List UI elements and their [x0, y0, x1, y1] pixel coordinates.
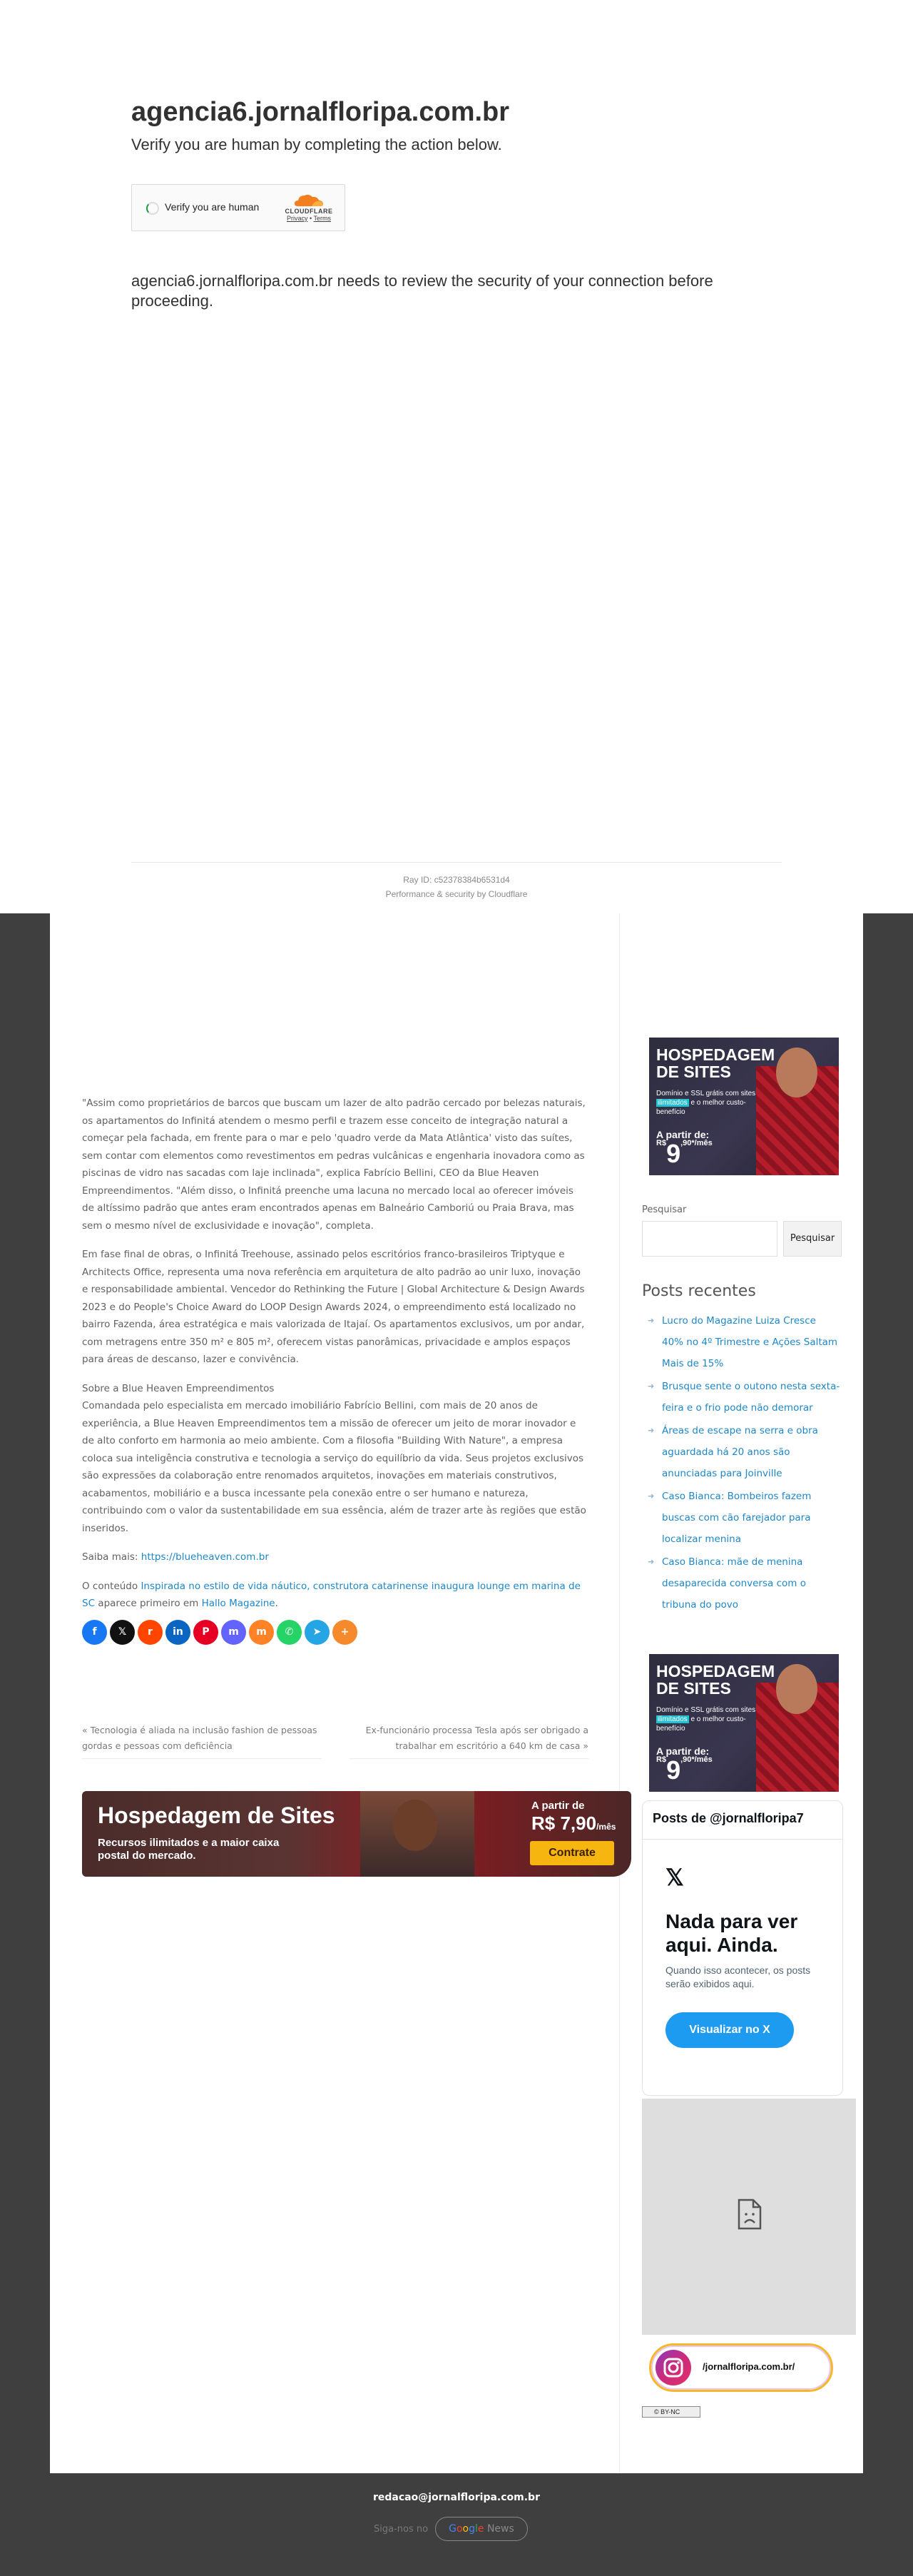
site-background	[0, 913, 913, 2576]
google-news-pill[interactable]	[435, 2517, 528, 2541]
ad-subtitle	[656, 1705, 756, 1733]
banner-price-value: R$ 7,90	[531, 1812, 597, 1834]
share-buttons	[82, 1620, 588, 1645]
more-link[interactable]: https://blueheaven.com.br	[141, 1551, 269, 1563]
ad-sub-text: e o melhor custo-benefício	[656, 1099, 746, 1116]
ad-sub-highlight: ilimitados	[658, 1099, 688, 1107]
post-navigation	[82, 1723, 588, 1768]
footer-divider	[131, 862, 782, 863]
more-label: Saiba mais:	[82, 1551, 141, 1563]
instagram-link[interactable]	[649, 2343, 833, 2392]
cloudflare-logo	[280, 192, 337, 222]
ad-sub-highlight: ilimitados	[658, 1715, 688, 1723]
ad-sub-text: e o melhor custo-benefício	[656, 1715, 746, 1733]
x-logo-icon: 𝕏	[665, 1865, 684, 1890]
recent-post-link[interactable]: Caso Bianca: mãe de menina desaparecida conversa com o tribuna do povo	[662, 1556, 806, 1611]
origin-mid: aparece primeiro em	[95, 1598, 202, 1609]
origin-end: .	[275, 1598, 278, 1609]
content-page	[50, 913, 863, 2473]
challenge-host-title: agencia6.jornalfloripa.com.br	[131, 97, 510, 127]
x-timeline-widget	[642, 1800, 843, 2096]
ad-title-line: DE SITES	[656, 1063, 731, 1081]
recent-posts-title: Posts recentes	[642, 1282, 756, 1300]
ad-person-image	[756, 1683, 839, 1792]
article-about	[82, 1380, 588, 1538]
ad-cents: ,90*	[680, 1139, 695, 1147]
view-on-x-button[interactable]: Visualizar no X	[665, 2012, 794, 2048]
ad-title-line: HOSPEDAGEM	[656, 1045, 775, 1064]
ad-per: /mês	[694, 1139, 713, 1147]
turnstile-label: Verify you are human	[165, 201, 260, 213]
ad-per: /mês	[694, 1755, 713, 1764]
pinterest-icon[interactable]: P	[193, 1620, 218, 1645]
ad-title-line: HOSPEDAGEM	[656, 1662, 775, 1680]
search-input[interactable]	[642, 1221, 777, 1257]
performance-note: Performance & security by Cloudflare	[385, 889, 528, 899]
ad-from: A partir de:	[656, 1745, 710, 1757]
follow-label: Siga-nos no	[374, 2523, 429, 2535]
recent-posts-list	[648, 1310, 840, 1617]
search-button[interactable]: Pesquisar	[783, 1221, 842, 1257]
challenge-subtitle: Verify you are human by completing the action below.	[131, 136, 502, 153]
hosting-banner-ad[interactable]	[82, 1791, 631, 1877]
article-paragraph: "Assim como proprietários de barcos que buscam um lazer de alto padrão cercado por belezas naturais, os apartamentos do Infinitá atendem o mesmo perfil e trazem esse conceito de integração natural a começar pela fachada, em frente para o mar e pelo 'quadro verde da Mata Atlântica' visto das suítes, sem contar com elementos como revestimentos em pedras vulcânicas e engenharia inovadora como as piscinas de vidro nas sacadas com laje inclinada", explica Fabrício Bellini, CEO da Blue Heaven Empreendimentos. "Além disso, o Infinitá preenche uma lacuna no mercado local ao oferecer imóveis de altíssimo padrão que antes eram encontrados apenas em Balneário Camboriú ou Praia Brava, mas sem o mesmo nível de exclusividade e inovação", completa.	[82, 1097, 586, 1232]
recent-post-item	[648, 1486, 840, 1550]
turnstile-widget[interactable]	[131, 184, 345, 231]
origin-site-link[interactable]: Hallo Magazine	[201, 1598, 275, 1609]
facebook-icon[interactable]: f	[82, 1620, 107, 1645]
recent-post-link[interactable]: Brusque sente o outono nesta sexta-feira e o frio pode não demorar	[662, 1381, 840, 1414]
links-separator: •	[310, 215, 312, 222]
x-icon[interactable]: 𝕏	[110, 1620, 135, 1645]
origin-prefix: O conteúdo	[82, 1580, 141, 1592]
recent-post-item	[648, 1420, 840, 1484]
banner-subtitle: Recursos ilimitados e a maior caixa postal do mercado.	[98, 1837, 280, 1862]
recent-post-link[interactable]: Áreas de escape na serra e obra aguardada há 20 anos são anunciadas para Joinville	[662, 1425, 818, 1479]
recent-post-item	[648, 1310, 840, 1374]
linkedin-icon[interactable]: in	[165, 1620, 190, 1645]
recent-post-item	[648, 1551, 840, 1616]
article-paragraph: Em fase final de obras, o Infinitá Treehouse, assinado pelos escritórios franco-brasileiros Triptyque e Architects Office, representa uma nova referência em arquitetura de alto padrão ao unir luxo, inovação e responsabilidade ambiental. Vencedor do Rethinking the Future | Global Architecture & Design Awards 2023 e do People's Choice Award do LOOP Design Awards 2024, o empreendimento está localizado no bairro Fazenda, área estratégica e mais valorizada de Itajaí. Os apartamentos exclusivos, um por andar, com metragens entre 350 m² e 805 m², oferecem vistas panorâmicas, privacidade e amplos espaços para áreas de descanso, lazer e convivência.	[82, 1249, 585, 1365]
ad-from: A partir de:	[656, 1129, 710, 1140]
embed-placeholder	[642, 2099, 856, 2335]
sidebar-divider	[619, 913, 620, 2473]
ad-person-image	[756, 1066, 839, 1175]
ad-price-value: 9	[666, 1755, 681, 1785]
more-icon[interactable]: +	[332, 1620, 357, 1645]
google-wordmark: Google	[449, 2523, 484, 2535]
ad-cents: ,90*	[680, 1755, 695, 1764]
ad-currency: R$	[656, 1139, 667, 1147]
more-info	[82, 1548, 588, 1566]
ad-price-value: 9	[666, 1139, 681, 1168]
ad-subtitle	[656, 1089, 756, 1117]
ad-currency: R$	[656, 1755, 667, 1764]
footer-email[interactable]: redacao@jornalfloripa.com.br	[372, 2492, 540, 2503]
article-body	[82, 1095, 588, 1645]
whatsapp-icon[interactable]: ✆	[277, 1620, 302, 1645]
origin-article-link[interactable]: Inspirada no estilo de vida náutico, construtora catarinense inaugura lounge em marina de SC	[82, 1580, 581, 1609]
ad-sub-text: Domínio e SSL grátis com sites	[656, 1090, 756, 1097]
challenge-review-text: agencia6.jornalfloripa.com.br needs to review the security of your connection before proceeding.	[131, 272, 713, 310]
license-badge[interactable]: © BY-NC	[642, 2406, 700, 2418]
search-label: Pesquisar	[642, 1205, 687, 1215]
terms-link[interactable]: Terms	[313, 215, 332, 222]
banner-title: Hospedagem de Sites	[98, 1802, 335, 1828]
news-label: News	[484, 2523, 514, 2535]
security-challenge	[0, 0, 913, 913]
ad-price	[656, 1755, 713, 1785]
ad-title	[656, 1663, 775, 1697]
broken-document-icon	[736, 2199, 763, 2230]
cloudflare-wordmark: CLOUDFLARE	[285, 208, 333, 215]
ad-sub-text: Domínio e SSL grátis com sites	[656, 1706, 756, 1714]
ray-id: Ray ID: c52378384b6531d4	[403, 875, 510, 885]
mastodon-icon[interactable]: m	[221, 1620, 246, 1645]
ad-price	[656, 1139, 713, 1169]
banner-price	[531, 1812, 616, 1835]
cloud-icon	[293, 192, 325, 208]
reddit-icon[interactable]: r	[138, 1620, 163, 1645]
sidebar-hosting-ad[interactable]	[649, 1654, 839, 1792]
instagram-handle: /jornalfloripa.com.br/	[703, 2361, 795, 2372]
google-news-follow[interactable]	[374, 2517, 528, 2541]
instagram-icon	[656, 2350, 691, 2385]
turnstile-links	[280, 215, 337, 222]
recent-post-link[interactable]: Caso Bianca: Bombeiros fazem buscas com cão farejador para localizar menina	[662, 1491, 812, 1545]
x-empty-note: Quando isso acontecer, os posts serão exibidos aqui.	[665, 1964, 811, 1989]
next-post-link[interactable]: Ex-funcionário processa Tesla após ser obrigado a trabalhar em escritório a 640 km de casa »	[349, 1723, 588, 1759]
telegram-icon[interactable]: ➤	[305, 1620, 330, 1645]
privacy-link[interactable]: Privacy	[286, 215, 308, 222]
origin-note	[82, 1578, 588, 1613]
recent-post-item	[648, 1376, 840, 1419]
x-timeline-title: Posts de @jornalfloripa7	[643, 1801, 842, 1840]
banner-cta-button[interactable]: Contrate	[530, 1841, 614, 1865]
about-text: Comandada pelo especialista em mercado imobiliário Fabrício Bellini, com mais de 20 anos de experiência, a Blue Heaven Empreendimentos tem a missão de oferecer um jeito de morar inovador e de alto conforto em harmonia ao meio ambiente. Com a filosofia "Building With Nature", a empresa coloca sua inteligência construtiva e tecnologia a serviço do equilíbrio da vida. Seus projetos exclusivos são expressões da colaboração entre renomados arquitetos, inovações em materiais construtivos, acabamentos, mobiliário e a busca incessante pela conexão entre o ser humano e natureza, contribuindo com o valor da sustentabilidade em sua essência, além de trazer arte às regiões que estão inseridos.	[82, 1400, 586, 1534]
ad-title-line: DE SITES	[656, 1679, 731, 1698]
spinner-icon	[146, 202, 159, 215]
banner-from: A partir de	[531, 1800, 585, 1812]
about-heading: Sobre a Blue Heaven Empreendimentos	[82, 1382, 275, 1394]
ad-title	[656, 1046, 775, 1080]
recent-post-link[interactable]: Lucro do Magazine Luiza Cresce 40% no 4º Trimestre e Ações Saltam Mais de 15%	[662, 1315, 838, 1369]
banner-price-per: /mês	[596, 1822, 616, 1832]
sidebar-hosting-ad[interactable]	[649, 1038, 839, 1175]
x-empty-title: Nada para ver aqui. Ainda.	[665, 1910, 798, 1956]
mix-icon[interactable]: m	[249, 1620, 274, 1645]
previous-post-link[interactable]: « Tecnologia é aliada na inclusão fashion de pessoas gordas e pessoas com deficiência	[82, 1723, 322, 1759]
banner-person-image	[360, 1791, 474, 1877]
